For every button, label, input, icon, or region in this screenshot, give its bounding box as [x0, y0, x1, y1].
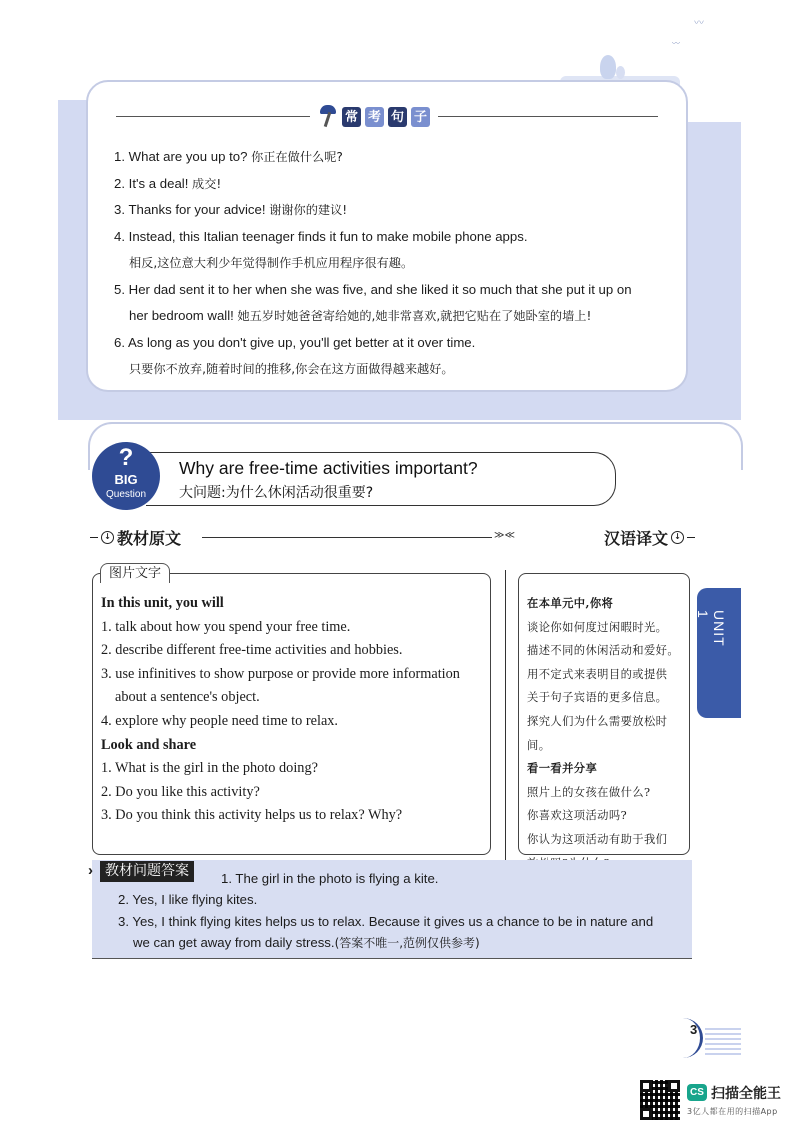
- badge-big: BIG: [114, 472, 138, 487]
- text-line: 在本单元中,你将: [527, 596, 614, 610]
- sentence-cn: 你正在做什么呢?: [251, 150, 343, 164]
- decorative-tree-icon: [616, 66, 625, 79]
- question-mark-icon: ?: [118, 444, 134, 471]
- sentence-en: Thanks for your advice!: [128, 202, 266, 217]
- section-title-original-text: 教材原文: [117, 529, 182, 548]
- answer-2: 2. Yes, I like flying kites.: [118, 892, 258, 907]
- answers-tag: 教材问题答案: [100, 861, 194, 882]
- text-line: 1. talk about how you spend your free time.: [101, 618, 351, 635]
- text-line: 关于句子宾语的更多信息。: [527, 691, 668, 705]
- translation-content: [527, 592, 687, 875]
- bird-icon: 〰: [694, 18, 704, 29]
- sentence-cn: 相反,这位意大利少年觉得制作手机应用程序很有趣。: [129, 256, 414, 270]
- camscanner-logo: CS: [687, 1084, 707, 1101]
- microphone-icon: [318, 105, 338, 129]
- answers-bottom-rule: [92, 958, 692, 959]
- decorative-tree-icon: [600, 55, 616, 79]
- text-line: 4. explore why people need time to relax.: [101, 712, 339, 729]
- badge-question: Question: [105, 489, 147, 500]
- text-line: 照片上的女孩在做什么?: [527, 785, 651, 799]
- text-line: Look and share: [101, 736, 197, 753]
- right-background-band: [688, 122, 741, 422]
- unit-tab: [697, 588, 741, 718]
- text-line: 2. Do you like this activity?: [101, 783, 260, 800]
- sentence-en: As long as you don't give up, you'll get better at it over time.: [127, 334, 476, 350]
- answer-1: 1. The girl in the photo is flying a kite.: [221, 871, 439, 886]
- answer-3-cont: [118, 932, 688, 955]
- text-line: 探究人们为什么需要放松时间。: [527, 714, 668, 752]
- common-sentences-panel: [86, 80, 688, 392]
- sentence-item: [114, 197, 674, 224]
- column-divider: [505, 570, 506, 860]
- sentence-cn: 她五岁时她爸爸寄给她的,她非常喜欢,就把它贴在了她卧室的墙上!: [237, 309, 592, 323]
- title-char: 句: [388, 107, 407, 127]
- sentence-en: It's a deal!: [128, 175, 189, 191]
- divider-ornament-icon: ≫≪: [494, 530, 515, 541]
- sentence-cn: 只要你不放弃,随着时间的推移,你会在这方面做得越来越好。: [129, 362, 454, 376]
- page-number: 3: [690, 1022, 698, 1037]
- sentence-number: 4.: [114, 228, 125, 244]
- text-line: 描述不同的休闲活动和爱好。: [527, 644, 680, 658]
- sentence-number: 6.: [114, 334, 125, 350]
- big-question-cn: 大问题:为什么休闲活动很重要?: [179, 485, 374, 501]
- panel-title: [310, 104, 438, 130]
- unit-tab-label: UNIT 1: [695, 610, 727, 647]
- title-char: 子: [411, 107, 430, 127]
- answer-3-text: we can get away from daily stress.: [133, 935, 335, 951]
- title-char: 考: [365, 107, 384, 127]
- sentence-en: Her dad sent it to her when she was five, and she liked it so much that she put it up on: [128, 281, 632, 297]
- big-question-block: [88, 422, 743, 532]
- text-line: 2. describe different free-time activities and hobbies.: [101, 642, 403, 659]
- qr-code-icon: [640, 1080, 680, 1120]
- page-stripes-decoration: [705, 1028, 741, 1058]
- sentence-en: What are you up to?: [128, 149, 248, 164]
- section-title-original: [90, 526, 181, 549]
- sentence-item: [114, 171, 674, 198]
- arrow-down-circle-icon: ↓: [671, 531, 684, 544]
- text-line: In this unit, you will: [101, 595, 224, 611]
- answer-note: (答案不唯一,范例仅供参考): [334, 936, 480, 951]
- bird-icon: 〰: [672, 39, 680, 48]
- section-header-row: [90, 526, 695, 548]
- sentence-en: her bedroom wall!: [129, 308, 234, 323]
- big-question-badge: [92, 442, 160, 510]
- sentence-number: 5.: [114, 281, 125, 297]
- sentence-number: 2.: [114, 175, 125, 191]
- text-line: 看一看并分享: [527, 761, 598, 776]
- camscanner-name: 扫描全能王: [711, 1086, 781, 1102]
- sentence-item: [114, 144, 674, 171]
- sentence-item: [114, 277, 674, 330]
- text-line: 谈论你如何度过闲暇时光。: [527, 620, 668, 634]
- sentence-number: 1.: [114, 149, 125, 164]
- section-title-translation-text: 汉语译文: [603, 529, 668, 548]
- text-line: 3. use infinitives to show purpose or provide more information: [101, 665, 460, 682]
- text-line: 1. What is the girl in the photo doing?: [101, 760, 318, 777]
- sentence-en: Instead, this Italian teenager finds it fun to make mobile phone apps.: [128, 228, 528, 244]
- sentence-cn: 谢谢你的建议!: [269, 203, 348, 217]
- sentence-list: [114, 144, 674, 383]
- text-line: 用不定式来表明目的或提供: [527, 667, 668, 681]
- divider-line: [202, 537, 492, 538]
- picture-text-content: [101, 592, 486, 828]
- text-line: 你喜欢这项活动吗?: [527, 809, 628, 823]
- text-line: about a sentence's object.: [115, 689, 260, 706]
- answer-3: 3. Yes, I think flying kites helps us to relax. Because it gives us a chance to be in nature and: [118, 913, 654, 929]
- arrow-down-circle-icon: ↓: [101, 531, 114, 544]
- chevron-right-icon: ›: [88, 862, 93, 879]
- big-question-en: Why are free-time activities important?: [179, 458, 478, 478]
- text-line: 你认为这项活动有助于我们: [527, 832, 668, 846]
- picture-text-tab: 图片文字: [100, 563, 170, 583]
- camscanner-tagline: 3亿人都在用的扫描App: [687, 1107, 778, 1116]
- section-title-translation: [604, 526, 695, 549]
- text-line: 3. Do you think this activity helps us to relax? Why?: [101, 807, 403, 824]
- title-char: 常: [342, 107, 361, 127]
- answers-list: [118, 889, 688, 955]
- sentence-number: 3.: [114, 202, 125, 217]
- sentence-item: [114, 224, 674, 277]
- sentence-item: [114, 330, 674, 383]
- sentence-cn: 成交!: [192, 176, 222, 191]
